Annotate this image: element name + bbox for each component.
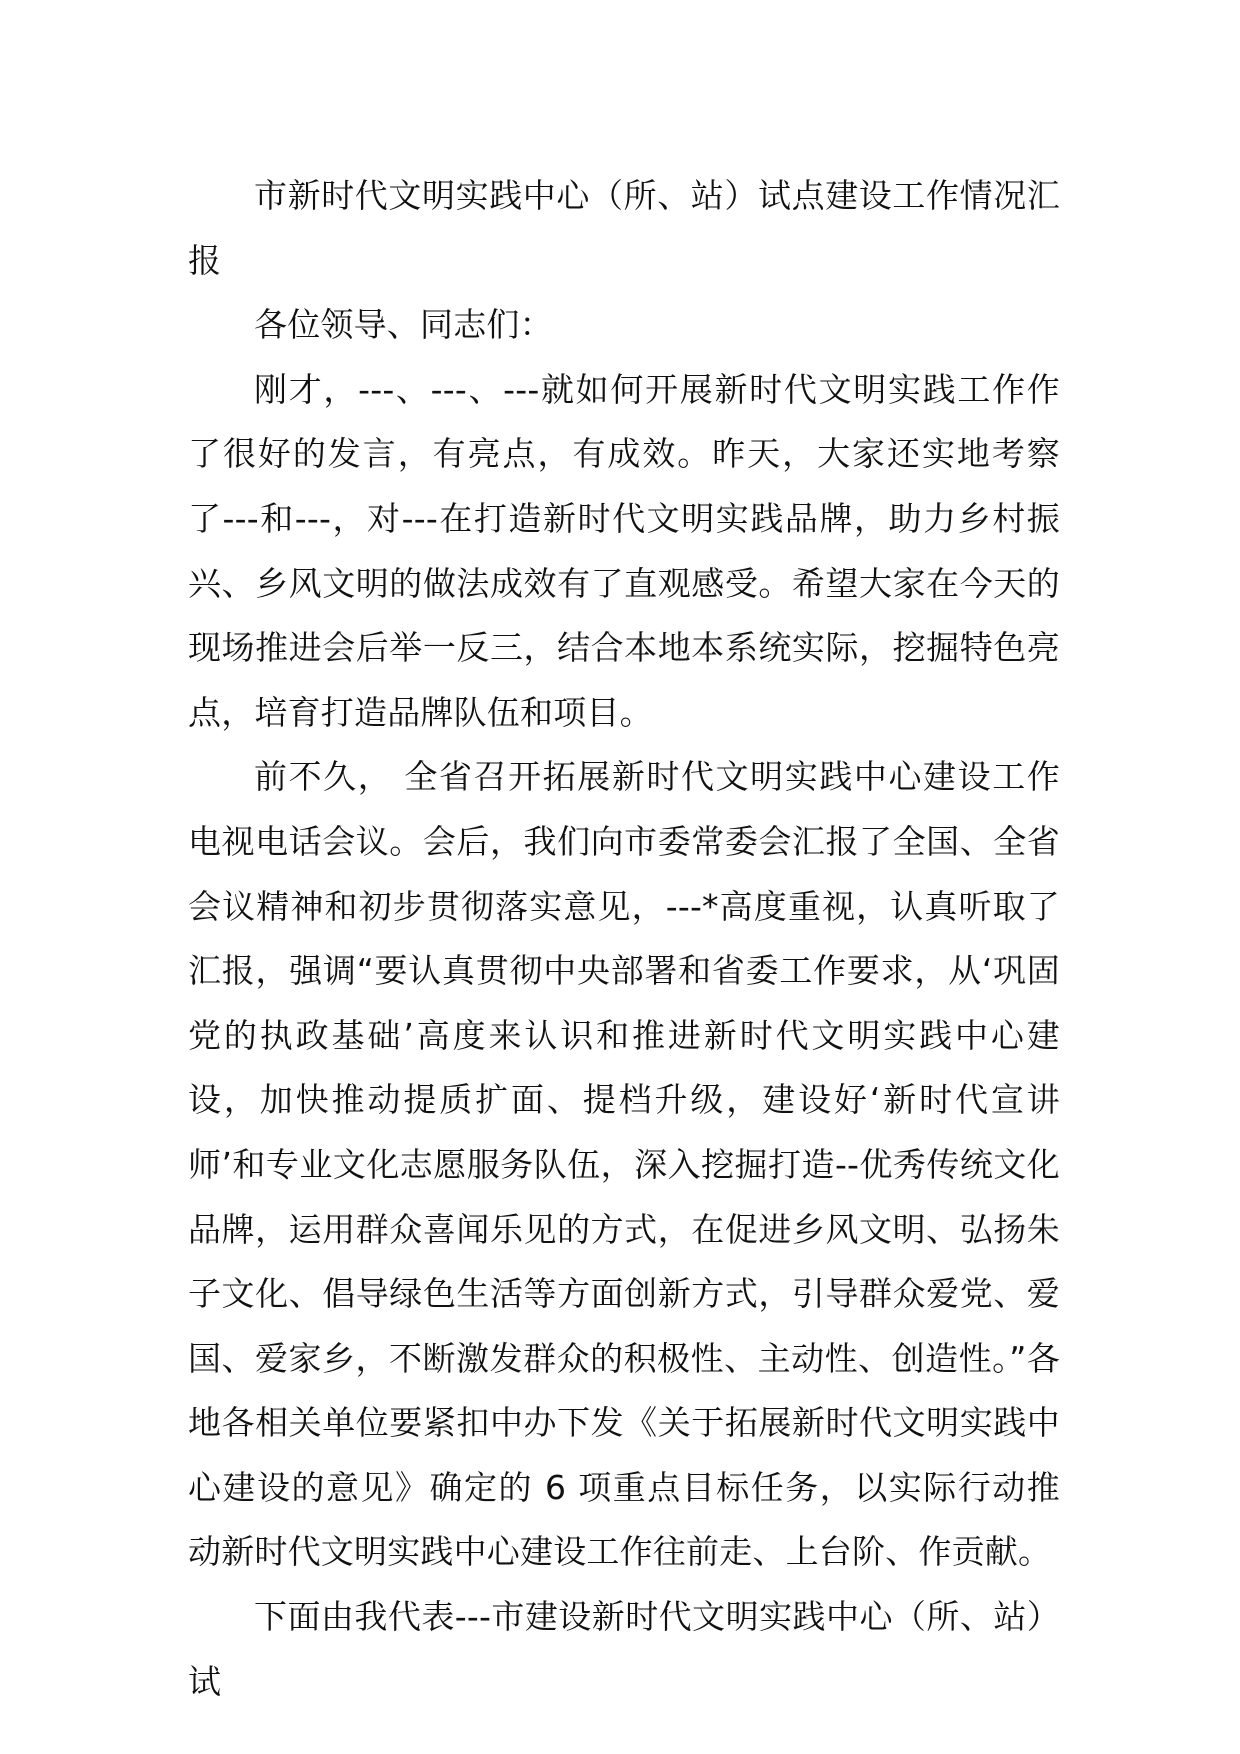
salutation: 各位领导、同志们： [254,305,553,345]
paragraph-3: 下面由我代表---市建设新时代文明实践中心（所、站）试 [188,1597,1060,1701]
document-body [188,164,1060,1714]
paragraph-2: 前不久， 全省召开拓展新时代文明实践中心建设工作电视电话会议。会后，我们向市委常委会汇报了全国、全省会议精神和初步贯彻落实意见，---*高度重视，认真听取了汇报，强调“要认真贯彻中央部署和省委工作要求，从‘巩固党的执政基础’高度来认识和推进新时代文明实践中心建设，加快推动提质扩面、提档升级，建设好‘新时代宣讲师’和专业文化志愿服务队伍，深入挖掘打造--优秀传统文化品牌，运用群众喜闻乐见的方式，在促进乡风文明、弘扬朱子文化、倡导绿色生活等方面创新方式，引导群众爱党、爱国、爱家乡，不断激发群众的积极性、主动性、创造性。”各地各相关单位要紧扣中办下发《关于拓展新时代文明实践中心建设的意见》确定的 6 项重点目标任务，以实际行动推动新时代文明实践中心建设工作往前走、上台阶、作贡献。 [188,757,1060,1572]
paragraph-1: 刚才，---、---、---就如何开展新时代文明实践工作作了很好的发言，有亮点，有成效。昨天，大家还实地考察了---和---，对---在打造新时代文明实践品牌，助力乡村振兴、乡风文明的做法成效有了直观感受。希望大家在今天的现场推进会后举一反三，结合本地本系统实际，挖掘特色亮点，培育打造品牌队伍和项目。 [188,369,1060,732]
document-title: 市新时代文明实践中心（所、站）试点建设工作情况汇报 [188,176,1060,280]
